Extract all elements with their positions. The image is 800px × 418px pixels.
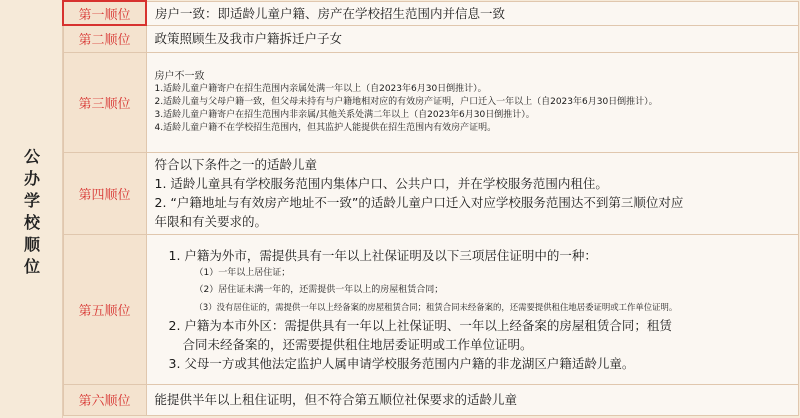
content-line: 4.适龄儿童户籍不在学校招生范围内，但其监护人能提供在招生范围内有效房产证明。 xyxy=(154,122,497,133)
table-row xyxy=(63,52,799,152)
content-line: （1）一年以上居住证； xyxy=(194,267,291,278)
content-line: 2. “户籍地址与有效房产地址不一致”的适龄儿童户口迁入对应学校服务范围达不到第三顺位对应 xyxy=(154,195,684,210)
content-line: （3）没有居住证的，需提供一年以上经备案的房屋租赁合同；租赁合同未经备案的，还需要提供租住地居委证明或工作单位证明。 xyxy=(194,301,678,312)
rank-cell: 第五顺位 xyxy=(63,234,146,384)
content-line: 年限和有关要求的。 xyxy=(154,214,268,229)
side-column xyxy=(0,0,63,418)
content-line: 合同未经备案的，还需要提供租住地居委证明或工作单位证明。 xyxy=(182,336,533,352)
content-cell xyxy=(146,234,799,384)
table-row xyxy=(63,152,799,234)
content-cell xyxy=(146,25,799,52)
table-row xyxy=(63,234,799,384)
content-cell xyxy=(146,152,799,234)
content-line: 2.适龄儿童与父母户籍一致，但父母未持有与户籍地相对应的有效房产证明，户口迁入一年以上（自2023年6月30日倒推计）。 xyxy=(154,96,658,107)
table-row xyxy=(63,384,799,415)
side-label: 公办学校顺位 xyxy=(21,148,41,280)
content-cell xyxy=(146,52,799,152)
rank-cell: 第一顺位 xyxy=(63,1,146,25)
rank-cell: 第四顺位 xyxy=(63,152,146,234)
content-line: 2. 户籍为本市外区：需提供具有一年以上社保证明、一年以上经备案的房屋租赁合同；租赁 xyxy=(168,317,672,333)
content-cell xyxy=(146,1,799,25)
table-row xyxy=(63,1,799,25)
content-line: 房户不一致 xyxy=(154,70,205,82)
priority-table xyxy=(62,0,799,416)
content-line: 房户一致：即适龄儿童户籍、房产在学校招生范围内并信息一致 xyxy=(155,5,506,21)
content-line: 符合以下条件之一的适龄儿童 xyxy=(154,157,318,172)
content-line: 能提供半年以上租住证明，但不符合第五顺位社保要求的适龄儿童 xyxy=(154,392,518,407)
content-line: 1. 适龄儿童具有学校服务范围内集体户口、公共户口，并在学校服务范围内租住。 xyxy=(154,176,608,191)
content-line: 3. 父母一方或其他法定监护人属申请学校服务范围内户籍的非龙湖区户籍适龄儿童。 xyxy=(168,355,635,371)
rank-cell: 第六顺位 xyxy=(63,384,146,415)
content-cell xyxy=(146,384,799,415)
content-line: 3.适龄儿童户籍寄户在招生范围内非亲属/其他关系处满二年以上（自2023年6月30日倒推计）。 xyxy=(154,109,535,120)
content-line: 1. 户籍为外市，需提供具有一年以上社保证明及以下三项居住证明中的一种： xyxy=(168,247,597,263)
rank-cell: 第三顺位 xyxy=(63,52,146,152)
table-row xyxy=(63,25,799,52)
rank-cell: 第二顺位 xyxy=(63,25,146,52)
content-line: 政策照顾生及我市户籍拆迁户子女 xyxy=(154,31,343,46)
content-line: 1.适龄儿童户籍寄户在招生范围内亲属处满一年以上（自2023年6月30日倒推计）。 xyxy=(154,83,487,94)
content-line: （2）居住证未满一年的，还需提供一年以上的房屋租赁合同； xyxy=(194,284,444,295)
